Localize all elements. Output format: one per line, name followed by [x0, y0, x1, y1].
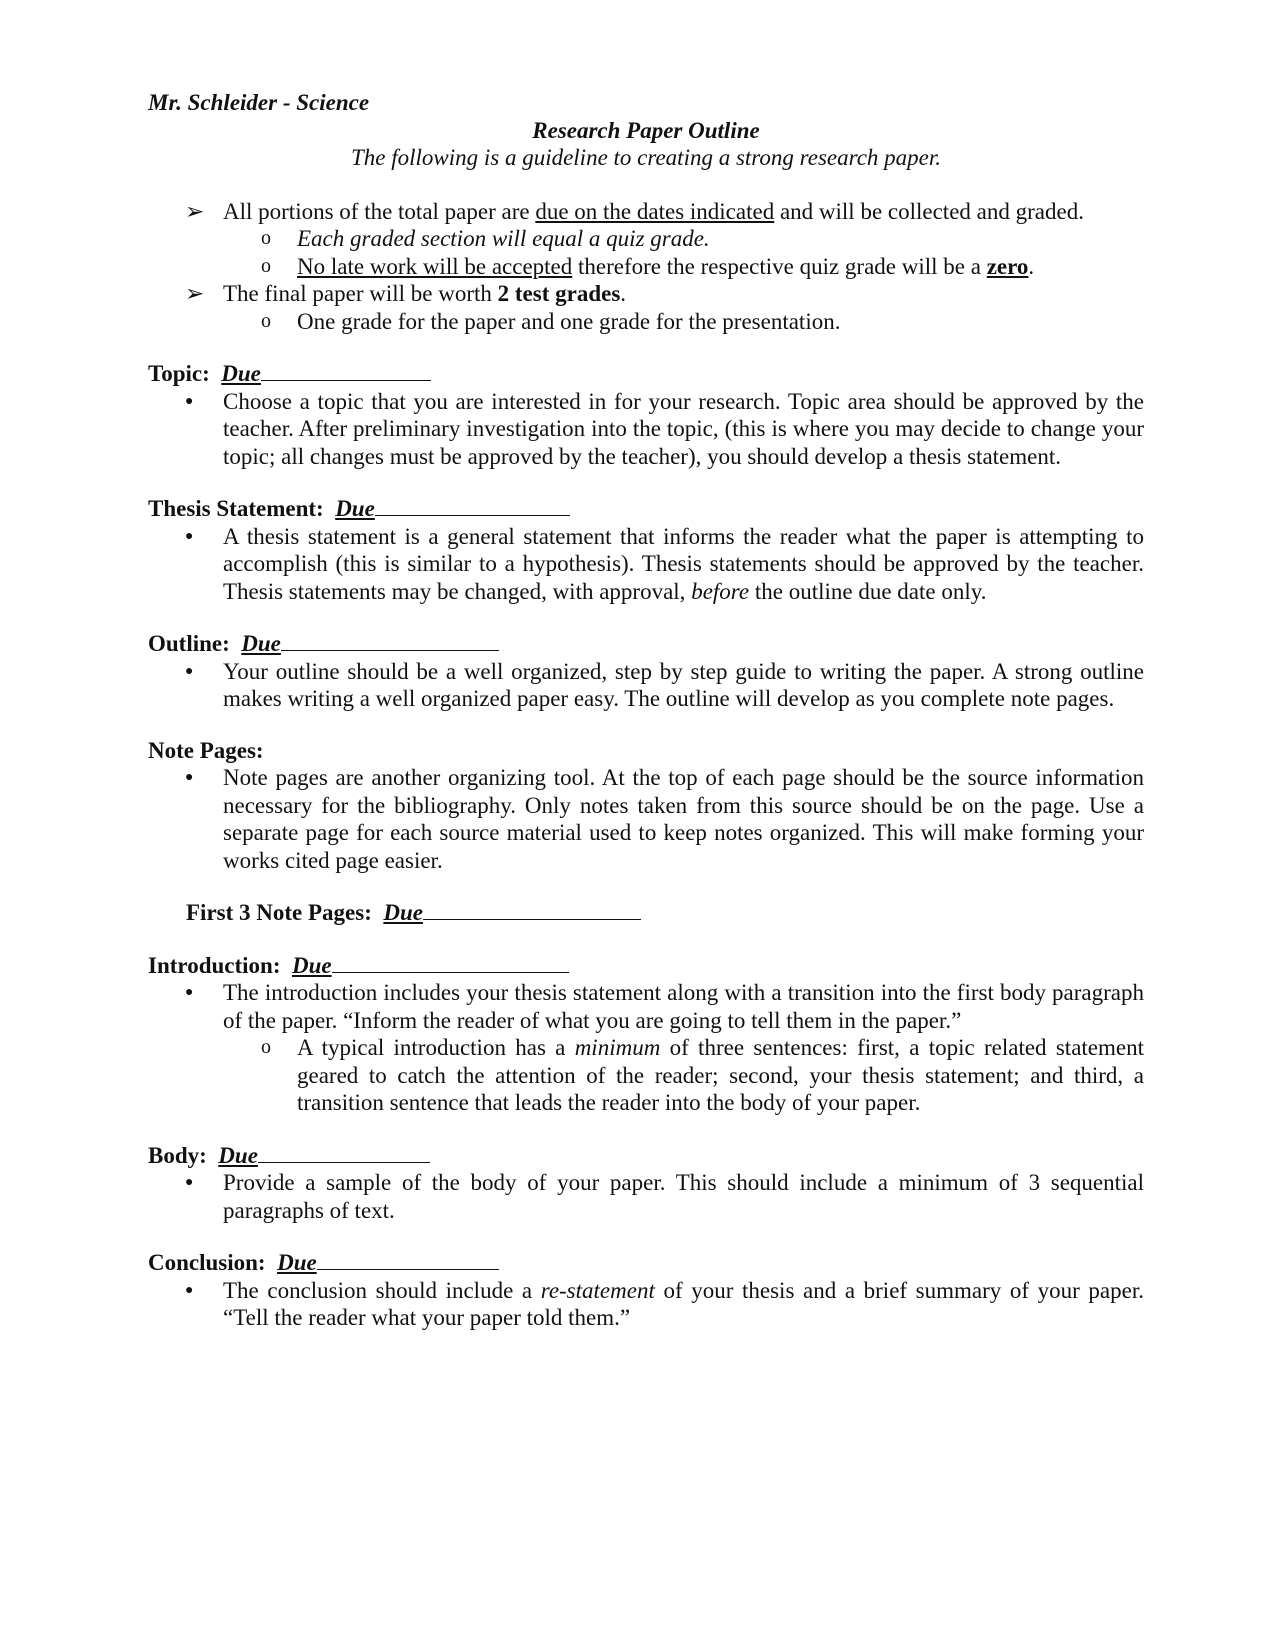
due-date-blank [281, 629, 499, 651]
section-text: Your outline should be a well organized, step by step guide to writing the paper. A strong outline makes writing a well organized paper easy. The outline will develop as you complete note pages. [223, 658, 1144, 711]
section-italic-text: re-statement [540, 1277, 655, 1303]
section-text: Provide a sample of the body of your paper. This should include a minimum of 3 sequential paragraphs of text. [223, 1170, 1144, 1223]
section-text: of your thesis and a brief summary of your paper. “Tell the reader what your paper told them.” [223, 1277, 1144, 1330]
section-text: The conclusion should include a [223, 1277, 541, 1303]
section-heading-conclusion: Conclusion: Due [148, 1248, 1144, 1277]
bullet-icon: ● [185, 1282, 194, 1298]
section-item-conclusion [148, 1277, 1144, 1332]
subrule-presentation [148, 308, 1144, 336]
section-heading-first-notes: First 3 Note Pages: Due [186, 898, 1144, 927]
subrule-text: therefore the respective quiz grade will be a [572, 253, 987, 279]
rule-item-final-paper [148, 280, 1144, 308]
section-heading-introduction: Introduction: Due [148, 951, 1144, 980]
section-italic-text: before [691, 578, 750, 604]
subrule-underlined-text: No late work will be accepted [297, 253, 573, 279]
zero-emphasis: zero [986, 253, 1029, 279]
subrule-text: . [1028, 253, 1035, 279]
section-item-body [148, 1169, 1144, 1224]
bullet-icon: ● [185, 770, 194, 785]
document-title: Research Paper Outline [532, 117, 760, 143]
rule-text: . [620, 281, 627, 306]
due-label: Due [383, 900, 423, 925]
circle-bullet-icon: o [261, 1036, 271, 1058]
test-grades-emphasis: 2 test grades [497, 281, 621, 306]
due-label: Due [218, 1142, 258, 1168]
bullet-icon: ● [185, 528, 194, 544]
rule-text: All portions of the total paper are [223, 198, 536, 224]
section-heading-body: Body: Due [148, 1141, 1144, 1170]
due-label: Due [241, 631, 281, 656]
section-text: The introduction includes your thesis statement along with a transition into the first body paragraph of the paper. “Inform the reader of what you are going to tell them in the paper.” [223, 980, 1144, 1033]
section-text: the outline due date only. [749, 578, 987, 604]
due-date-blank [332, 951, 569, 973]
document-subtitle: The following is a guideline to creating a strong research paper. [350, 145, 942, 170]
section-text: of three sentences: first, a topic related statement geared to catch the attention of the reader; second, your thesis statement; and third, a transition sentence that leads the reader into the body of your paper. [297, 1035, 1144, 1115]
due-date-blank [317, 1248, 499, 1270]
due-date-blank [261, 359, 431, 381]
arrow-bullet-icon: ➢ [185, 281, 205, 306]
circle-bullet-icon: o [261, 254, 271, 277]
bullet-icon: ● [185, 393, 194, 409]
due-label: Due [335, 496, 375, 521]
due-label: Due [221, 361, 261, 386]
subitem-introduction [148, 1034, 1144, 1117]
due-label: Due [277, 1250, 317, 1275]
due-date-blank [258, 1141, 430, 1163]
bullet-icon: ● [185, 985, 194, 1000]
due-label: Due [292, 952, 332, 978]
subrule-text: Each graded section will equal a quiz grade. [297, 226, 710, 251]
section-text: Note pages are another organizing tool. At the top of each page should be the source information necessary for the bibliography. Only notes taken from this source should be on the page. Use a separate page for each source material used to keep notes organized. This will make forming your works cited page easier. [223, 765, 1144, 873]
rule-text: and will be collected and graded. [774, 198, 1084, 224]
due-date-blank [375, 494, 570, 516]
section-heading-note-pages: Note Pages: [148, 737, 264, 763]
subrule-late-work [148, 253, 1144, 281]
section-text: Choose a topic that you are interested in for your research. Topic area should be approved by the teacher. After preliminary investigation into the topic, (this is where you may decide to change your topic; all changes must be approved by the teacher), you should develop a thesis statement. [223, 388, 1144, 469]
teacher-name: Mr. Schleider - Science [148, 90, 370, 115]
section-item-outline [148, 658, 1144, 713]
circle-bullet-icon: o [261, 227, 271, 249]
arrow-bullet-icon: ➢ [185, 198, 205, 224]
rule-text: The final paper will be worth [223, 281, 498, 306]
section-item-thesis [148, 523, 1144, 606]
section-item-note-pages [148, 764, 1144, 874]
section-italic-text: minimum [574, 1035, 661, 1060]
subrule-text: One grade for the paper and one grade for the presentation. [297, 308, 841, 334]
section-text: A typical introduction has a [297, 1035, 575, 1060]
subrule-quiz-grade [148, 225, 1144, 253]
document-page [148, 89, 1144, 1332]
section-heading-topic: Topic: Due [148, 359, 1144, 388]
rule-underlined-text: due on the dates indicated [535, 198, 775, 224]
section-heading-thesis: Thesis Statement: Due [148, 494, 1144, 523]
bullet-icon: ● [185, 1175, 194, 1190]
section-item-introduction [148, 979, 1144, 1034]
circle-bullet-icon: o [261, 309, 271, 332]
section-item-topic [148, 388, 1144, 471]
section-text: A thesis statement is a general statement that informs the reader what the paper is attempting to accomplish (this is similar to a hypothesis). Thesis statements should be approved by the teacher. Thesis statements may be changed, with approval, [223, 523, 1144, 604]
bullet-icon: ● [185, 663, 194, 679]
due-date-blank [423, 898, 641, 920]
rule-item-due-dates [148, 198, 1144, 226]
section-heading-outline: Outline: Due [148, 629, 1144, 658]
